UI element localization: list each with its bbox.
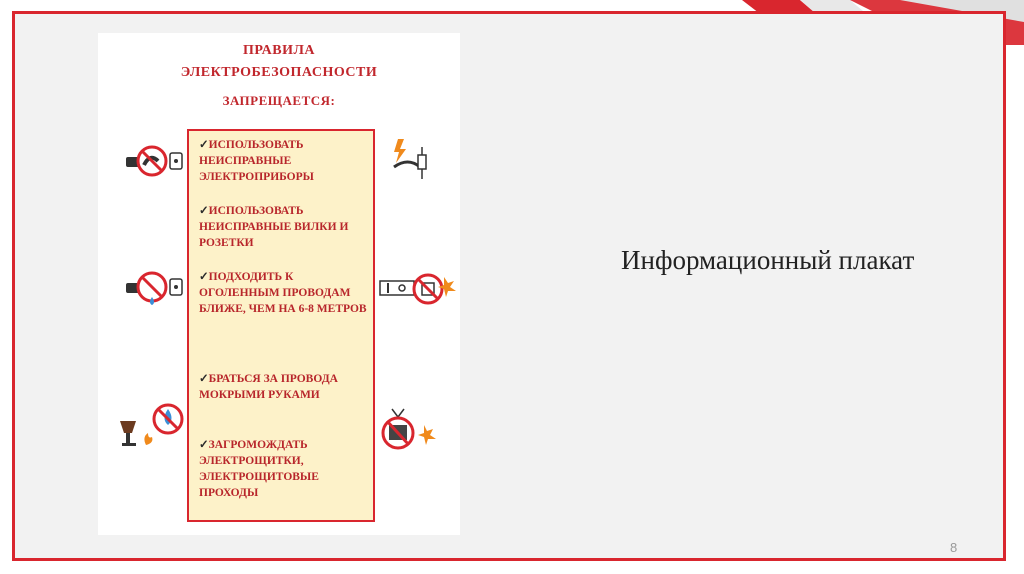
slide-caption: Информационный плакат bbox=[621, 245, 915, 275]
no-tv-spark-icon bbox=[380, 405, 444, 453]
check-icon: ✓ bbox=[199, 439, 209, 451]
check-icon: ✓ bbox=[199, 205, 209, 217]
broken-plug-spark-icon bbox=[388, 137, 438, 181]
rule-item: ✓ИСПОЛЬЗОВАТЬ НЕИСПРАВНЫЕ ВИЛКИ И РОЗЕТКИ bbox=[199, 205, 349, 249]
check-icon: ✓ bbox=[199, 139, 209, 151]
no-wet-hand-plug-icon bbox=[124, 269, 186, 309]
rule-item: ✓ПОДХОДИТЬ К ОГОЛЕННЫМ ПРОВОДАМ БЛИЖЕ, ЧЕМ НА 6-8 МЕТРОВ bbox=[199, 271, 367, 315]
rule-item: ✓ИСПОЛЬЗОВАТЬ НЕИСПРАВНЫЕ ЭЛЕКТРОПРИБОРЫ bbox=[199, 139, 314, 183]
rules-box bbox=[187, 129, 375, 522]
rule-item: ✓БРАТЬСЯ ЗА ПРОВОДА МОКРЫМИ РУКАМИ bbox=[199, 373, 338, 401]
poster-subtitle: ЭЛЕКТРОБЕЗОПАСНОСТИ bbox=[180, 65, 378, 80]
poster-heading: ЗАПРЕЩАЕТСЯ: bbox=[222, 93, 336, 108]
check-icon: ✓ bbox=[199, 271, 209, 283]
no-plug-hand-icon bbox=[124, 143, 186, 179]
check-icon: ✓ bbox=[199, 373, 209, 385]
no-socket-spark-icon bbox=[378, 271, 460, 307]
page-number: 8 bbox=[950, 540, 958, 555]
rule-item: ✓ЗАГРОМОЖДАТЬ ЭЛЕКТРОЩИТКИ, ЭЛЕКТРОЩИТОВЫЕ ПРОХОДЫ bbox=[199, 439, 319, 499]
safety-poster bbox=[98, 33, 460, 535]
no-water-lamp-icon bbox=[116, 401, 186, 451]
poster-title: ПРАВИЛА bbox=[242, 43, 316, 58]
